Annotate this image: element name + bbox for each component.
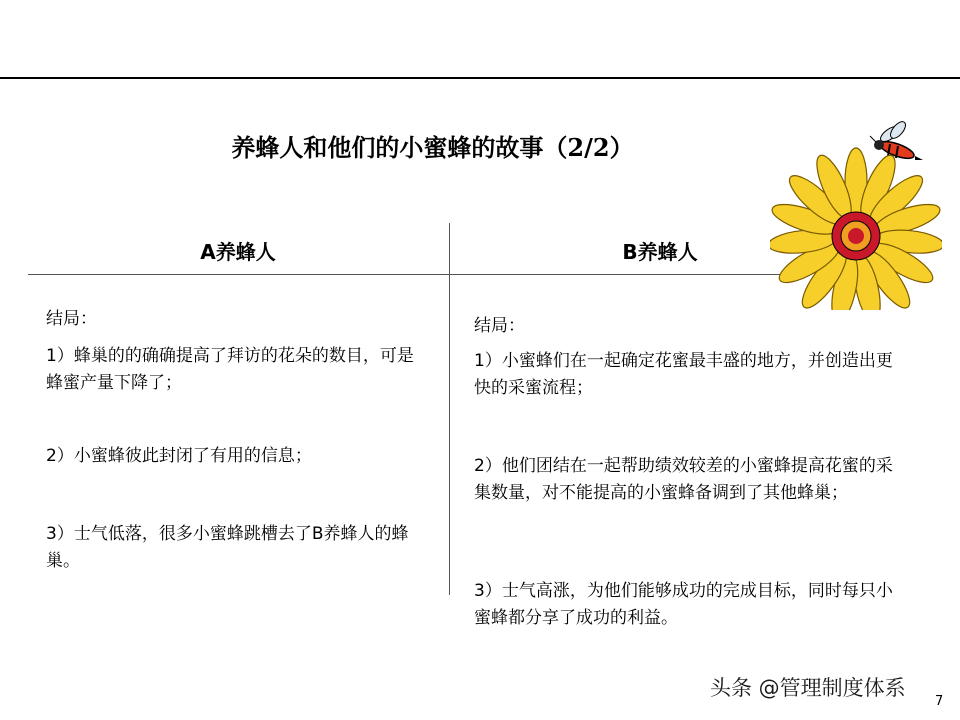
page-number: 7 xyxy=(935,694,944,709)
bee-icon xyxy=(870,119,923,162)
watermark: 头条 @管理制度体系 xyxy=(710,676,906,700)
column-b-header: B养蜂人 xyxy=(622,240,698,264)
col-b-item-2: 2）他们团结在一起帮助绩效较差的小蜜蜂提高花蜜的采集数量，对不能提高的小蜜蜂备调到了其他蜂巢； xyxy=(474,456,893,503)
column-divider xyxy=(449,223,450,595)
header-divider xyxy=(28,274,780,275)
col-a-item-2: 2）小蜜蜂彼此封闭了有用的信息； xyxy=(46,446,312,466)
top-rule xyxy=(0,77,960,79)
col-b-item-3: 3）士气高涨，为他们能够成功的完成目标，同时每只小蜜蜂都分享了成功的利益。 xyxy=(474,581,893,628)
col-b-item-1: 1）小蜜蜂们在一起确定花蜜最丰盛的地方，并创造出更快的采蜜流程； xyxy=(474,351,893,398)
flower-bee-illustration xyxy=(770,112,942,310)
column-a-header: A养蜂人 xyxy=(200,240,276,264)
col-b-outcome-label: 结局： xyxy=(474,316,525,336)
slide-title: 养蜂人和他们的小蜜蜂的故事（2/2） xyxy=(231,133,634,162)
col-a-outcome-label: 结局： xyxy=(46,309,97,329)
col-a-item-1: 1）蜂巢的的确确提高了拜访的花朵的数目，可是蜂蜜产量下降了； xyxy=(46,346,414,393)
col-a-item-3: 3）士气低落，很多小蜜蜂跳槽去了B养蜂人的蜂巢。 xyxy=(46,524,409,571)
sunflower-icon xyxy=(770,148,942,310)
